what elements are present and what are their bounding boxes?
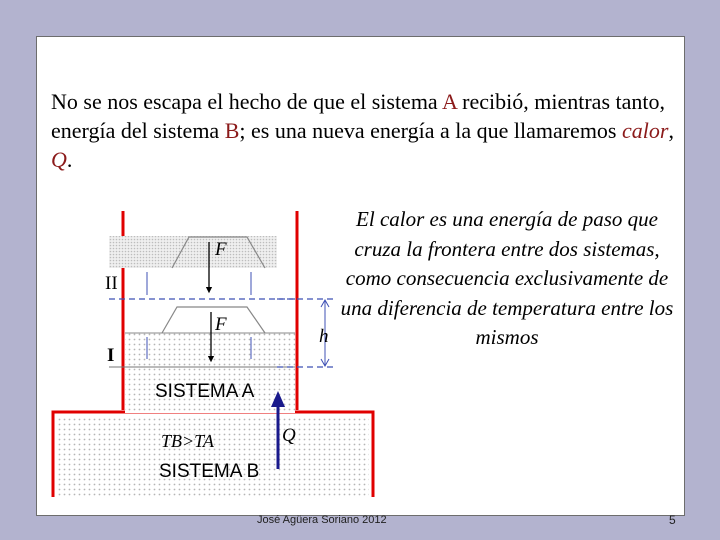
label-position-i: I	[107, 345, 115, 366]
label-system-b: SISTEMA B	[159, 461, 260, 482]
slide	[36, 36, 685, 527]
label-heat: Q	[282, 425, 296, 446]
system-b-label: B	[224, 118, 240, 143]
label-height: h	[319, 326, 329, 347]
q-term: Q	[51, 147, 67, 172]
reservoir-b	[57, 417, 369, 497]
label-system-a: SISTEMA A	[155, 381, 255, 402]
piston-lower-outline	[162, 307, 265, 333]
piston-upper	[109, 236, 277, 268]
calor-term: calor	[622, 118, 669, 143]
heat-definition: El calor es una energía de paso que cruza la frontera entre dos sistemas, como consecuencia exclusivamente de una diferencia de temperatura entre los mismos	[340, 207, 674, 349]
label-temp-relation: TB>TA	[161, 431, 214, 451]
page-number: 5	[669, 513, 676, 527]
footer-author: José Agüera Soriano 2012	[257, 514, 387, 526]
intro-paragraph: No se nos escapa el hecho de que el sistema A recibió, mientras tanto, energía del sistema B; es una nueva energía a la que llamaremos calor, Q.	[51, 89, 674, 172]
label-force-upper: F	[215, 239, 227, 260]
label-position-ii: II	[105, 273, 118, 294]
system-a-label: A	[441, 89, 457, 114]
piston-diagram	[37, 37, 686, 517]
label-force-lower: F	[215, 314, 227, 335]
